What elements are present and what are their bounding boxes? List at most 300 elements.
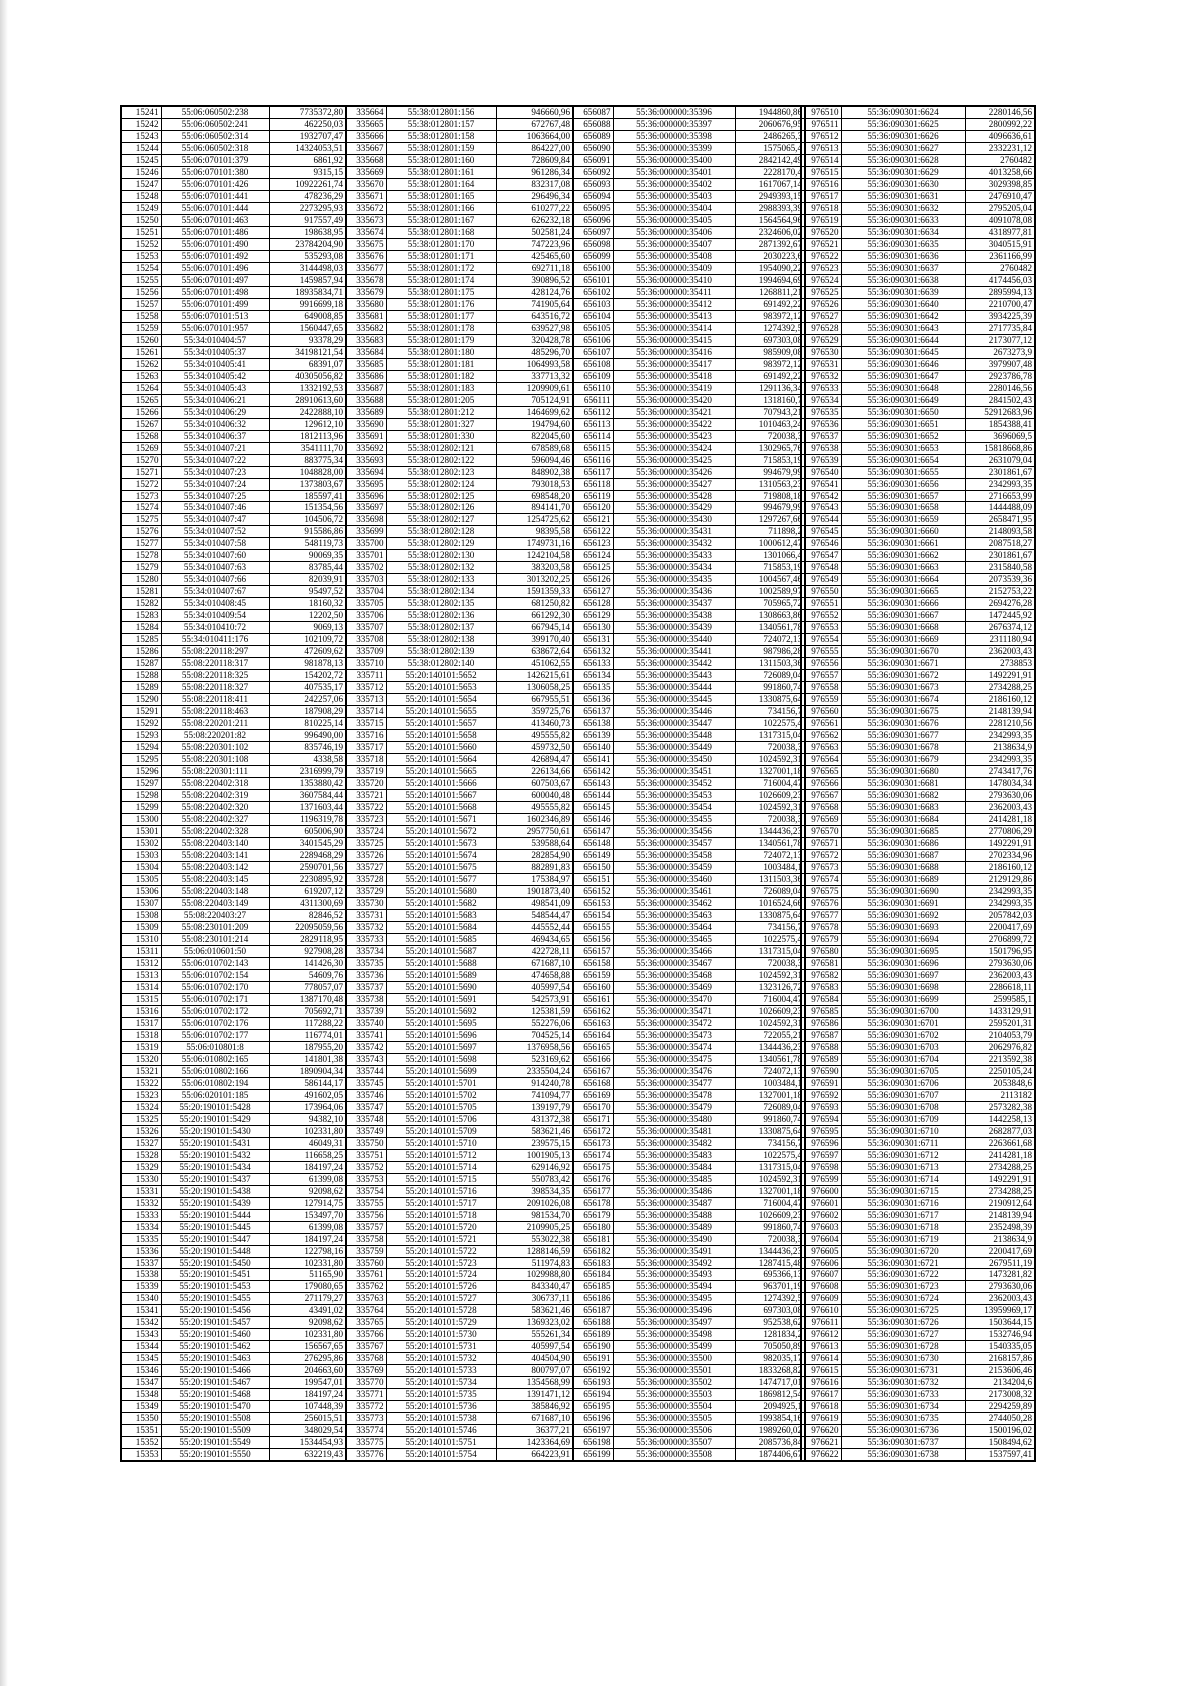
- row-number: 15348: [121, 1389, 161, 1401]
- row-number: 656093: [573, 178, 613, 190]
- cadastral-value: 3934225,39: [965, 310, 1035, 322]
- cadastral-value: 1332192,53: [269, 382, 346, 394]
- row-number: 335701: [346, 550, 386, 562]
- table-row: [121, 1233, 346, 1245]
- table-row: [573, 550, 805, 562]
- cadastral-value: 107448,39: [269, 1401, 346, 1413]
- table-row: [121, 190, 346, 202]
- table-row: [346, 1185, 573, 1197]
- row-number: 15294: [121, 742, 161, 754]
- cadastral-number: 55:36:090301:6737: [841, 1437, 965, 1449]
- row-number: 15277: [121, 538, 161, 550]
- cadastral-number: 55:34:010407:23: [161, 466, 269, 478]
- cadastral-value: 991860,74: [735, 682, 805, 694]
- row-number: 976511: [801, 118, 841, 130]
- cadastral-number: 55:20:140101:5696: [386, 1029, 496, 1041]
- cadastral-value: 296496,34: [496, 190, 573, 202]
- cadastral-value: 2595201,31: [965, 1017, 1035, 1029]
- row-number: 15249: [121, 202, 161, 214]
- cadastral-value: 98395,58: [496, 526, 573, 538]
- table-row: [801, 202, 1035, 214]
- cadastral-number: 55:06:010801:8: [161, 1041, 269, 1053]
- cadastral-value: 2414281,18: [965, 814, 1035, 826]
- cadastral-number: 55:08:220403:142: [161, 862, 269, 874]
- cadastral-value: 2793630,06: [965, 790, 1035, 802]
- table-row: [346, 945, 573, 957]
- cadastral-number: 55:34:010405:41: [161, 358, 269, 370]
- cadastral-number: 55:20:140101:5692: [386, 1005, 496, 1017]
- cadastral-value: 704525,14: [496, 1029, 573, 1041]
- table-row: [573, 1137, 805, 1149]
- cadastral-number: 55:08:220403:148: [161, 885, 269, 897]
- cadastral-value: 2679511,19: [965, 1257, 1035, 1269]
- cadastral-value: 116774,01: [269, 1029, 346, 1041]
- row-number: 656141: [573, 754, 613, 766]
- cadastral-number: 55:36:090301:6634: [841, 226, 965, 238]
- cadastral-number: 55:20:140101:5709: [386, 1125, 496, 1137]
- table-row: [801, 1041, 1035, 1053]
- cadastral-number: 55:36:000000:35429: [613, 502, 735, 514]
- cadastral-number: 55:20:140101:5683: [386, 909, 496, 921]
- cadastral-value: 1302965,76: [735, 442, 805, 454]
- table-row: [573, 1425, 805, 1437]
- row-number: 976545: [801, 526, 841, 538]
- row-number: 976575: [801, 885, 841, 897]
- cadastral-number: 55:20:140101:5717: [386, 1197, 496, 1209]
- row-number: 976539: [801, 454, 841, 466]
- table-row: [121, 550, 346, 562]
- cadastral-value: 61399,08: [269, 1221, 346, 1233]
- cadastral-number: 55:20:140101:5673: [386, 838, 496, 850]
- table-row: [121, 574, 346, 586]
- cadastral-number: 55:38:012802:135: [386, 598, 496, 610]
- cadastral-number: 55:36:090301:6710: [841, 1125, 965, 1137]
- cadastral-value: 51165,90: [269, 1269, 346, 1281]
- cadastral-number: 55:20:140101:5701: [386, 1077, 496, 1089]
- table-row: [346, 1245, 573, 1257]
- cadastral-value: 716004,47: [735, 993, 805, 1005]
- table-row: [573, 454, 805, 466]
- table-row: [121, 634, 346, 646]
- table-row: [121, 885, 346, 897]
- row-number: 15269: [121, 442, 161, 454]
- row-number: 656142: [573, 766, 613, 778]
- cadastral-value: 927908,28: [269, 945, 346, 957]
- cadastral-number: 55:36:000000:35505: [613, 1413, 735, 1425]
- table-row: [121, 1077, 346, 1089]
- cadastral-value: 184197,24: [269, 1161, 346, 1173]
- cadastral-number: 55:36:000000:35445: [613, 694, 735, 706]
- table-row: [346, 778, 573, 790]
- row-number: 335671: [346, 190, 386, 202]
- cadastral-value: 843340,47: [496, 1281, 573, 1293]
- row-number: 656128: [573, 598, 613, 610]
- cadastral-value: 981534,70: [496, 1209, 573, 1221]
- cadastral-value: 2717735,84: [965, 322, 1035, 334]
- table-row: [121, 1425, 346, 1437]
- cadastral-number: 55:20:140101:5733: [386, 1365, 496, 1377]
- table-row: [346, 1077, 573, 1089]
- cadastral-value: 2422888,10: [269, 406, 346, 418]
- row-number: 656156: [573, 933, 613, 945]
- cadastral-value: 478236,29: [269, 190, 346, 202]
- table-row: [573, 322, 805, 334]
- cadastral-number: 55:36:090301:6660: [841, 526, 965, 538]
- cadastral-value: 548119,73: [269, 538, 346, 550]
- table-row: [346, 106, 573, 118]
- table-row: [121, 1389, 346, 1401]
- table-row: [346, 1053, 573, 1065]
- cadastral-number: 55:20:140101:5685: [386, 933, 496, 945]
- cadastral-number: 55:36:090301:6664: [841, 574, 965, 586]
- cadastral-value: 2087518,27: [965, 538, 1035, 550]
- cadastral-value: 1001905,13: [496, 1149, 573, 1161]
- cadastral-number: 55:36:090301:6676: [841, 718, 965, 730]
- cadastral-number: 55:06:070101:499: [161, 298, 269, 310]
- cadastral-number: 55:08:230101:209: [161, 921, 269, 933]
- cadastral-number: 55:38:012801:168: [386, 226, 496, 238]
- table-row: [346, 298, 573, 310]
- table-row: [346, 550, 573, 562]
- cadastral-value: 18935834,71: [269, 286, 346, 298]
- table-row: [346, 634, 573, 646]
- cadastral-value: 1016524,66: [735, 897, 805, 909]
- cadastral-number: 55:36:000000:35422: [613, 418, 735, 430]
- row-number: 15311: [121, 945, 161, 957]
- row-number: 976598: [801, 1161, 841, 1173]
- table-row: [346, 442, 573, 454]
- cadastral-value: 4311300,69: [269, 897, 346, 909]
- cadastral-value: 1317315,04: [735, 1161, 805, 1173]
- table-row: [346, 178, 573, 190]
- cadastral-number: 55:06:070101:513: [161, 310, 269, 322]
- cadastral-value: 1024592,31: [735, 802, 805, 814]
- cadastral-value: 102331,80: [269, 1257, 346, 1269]
- row-number: 976607: [801, 1269, 841, 1281]
- table-row: [121, 1197, 346, 1209]
- row-number: 335768: [346, 1353, 386, 1365]
- cadastral-number: 55:36:000000:35441: [613, 646, 735, 658]
- cadastral-value: 2190912,64: [965, 1197, 1035, 1209]
- cadastral-number: 55:36:000000:35401: [613, 166, 735, 178]
- cadastral-value: 1024592,31: [735, 1173, 805, 1185]
- row-number: 335712: [346, 682, 386, 694]
- cadastral-value: 4096636,61: [965, 130, 1035, 142]
- table-row: [801, 766, 1035, 778]
- cadastral-number: 55:36:000000:35449: [613, 742, 735, 754]
- row-number: 656136: [573, 694, 613, 706]
- cadastral-value: 649008,85: [269, 310, 346, 322]
- row-number: 976537: [801, 430, 841, 442]
- cadastral-value: 1423364,69: [496, 1437, 573, 1449]
- table-row: [346, 1233, 573, 1245]
- table-row: [121, 142, 346, 154]
- table-row: [573, 909, 805, 921]
- row-number: 976620: [801, 1425, 841, 1437]
- cadastral-value: 2744050,28: [965, 1413, 1035, 1425]
- cadastral-number: 55:20:190101:5450: [161, 1257, 269, 1269]
- cadastral-value: 185597,41: [269, 490, 346, 502]
- cadastral-value: 1340561,78: [735, 838, 805, 850]
- row-number: 15283: [121, 610, 161, 622]
- cadastral-value: 664223,91: [496, 1449, 573, 1461]
- table-row: [801, 490, 1035, 502]
- table-row: [573, 634, 805, 646]
- cadastral-value: 1344436,23: [735, 1041, 805, 1053]
- cadastral-number: 55:34:010405:37: [161, 346, 269, 358]
- cadastral-number: 55:20:190101:5445: [161, 1221, 269, 1233]
- row-number: 335770: [346, 1377, 386, 1389]
- row-number: 656191: [573, 1353, 613, 1365]
- cadastral-value: 3013202,25: [496, 574, 573, 586]
- cadastral-number: 55:36:090301:6673: [841, 682, 965, 694]
- row-number: 976514: [801, 154, 841, 166]
- cadastral-number: 55:20:190101:5462: [161, 1341, 269, 1353]
- row-number: 656159: [573, 969, 613, 981]
- cadastral-value: 4013258,66: [965, 166, 1035, 178]
- row-number: 335706: [346, 610, 386, 622]
- table-row: [801, 142, 1035, 154]
- table-row: [121, 286, 346, 298]
- cadastral-number: 55:36:090301:6639: [841, 286, 965, 298]
- row-number: 976594: [801, 1113, 841, 1125]
- cadastral-value: 678589,68: [496, 442, 573, 454]
- cadastral-value: 2631079,04: [965, 454, 1035, 466]
- cadastral-value: 1274392,5: [735, 1293, 805, 1305]
- table-row: [573, 346, 805, 358]
- cadastral-value: 1308663,86: [735, 610, 805, 622]
- row-number: 335725: [346, 838, 386, 850]
- cadastral-value: 1024592,31: [735, 754, 805, 766]
- row-number: 15330: [121, 1173, 161, 1185]
- table-row: [346, 1257, 573, 1269]
- cadastral-number: 55:06:010702:143: [161, 957, 269, 969]
- row-number: 976536: [801, 418, 841, 430]
- cadastral-value: 13959969,17: [965, 1305, 1035, 1317]
- cadastral-value: 426894,47: [496, 754, 573, 766]
- cadastral-number: 55:20:190101:5455: [161, 1293, 269, 1305]
- row-number: 656104: [573, 310, 613, 322]
- table-row: [801, 1149, 1035, 1161]
- cadastral-number: 55:06:010702:176: [161, 1017, 269, 1029]
- cadastral-number: 55:20:140101:5716: [386, 1185, 496, 1197]
- cadastral-value: 720038,3: [735, 957, 805, 969]
- cadastral-value: 156567,65: [269, 1341, 346, 1353]
- cadastral-number: 55:20:190101:5429: [161, 1113, 269, 1125]
- cadastral-number: 55:36:090301:6730: [841, 1353, 965, 1365]
- row-number: 656099: [573, 250, 613, 262]
- table-row: [801, 214, 1035, 226]
- row-number: 15316: [121, 1005, 161, 1017]
- cadastral-number: 55:36:000000:35444: [613, 682, 735, 694]
- cadastral-number: 55:20:140101:5680: [386, 885, 496, 897]
- cadastral-value: 2230895,92: [269, 874, 346, 886]
- row-number: 335767: [346, 1341, 386, 1353]
- cadastral-value: 2362003,43: [965, 802, 1035, 814]
- cadastral-number: 55:36:090301:6708: [841, 1101, 965, 1113]
- cadastral-value: 9916699,18: [269, 298, 346, 310]
- row-number: 656112: [573, 406, 613, 418]
- cadastral-value: 2829118,95: [269, 933, 346, 945]
- cadastral-value: 716004,47: [735, 1197, 805, 1209]
- table-row: [573, 190, 805, 202]
- cadastral-value: 1003484,1: [735, 1077, 805, 1089]
- cadastral-value: 996490,00: [269, 730, 346, 742]
- row-number: 656110: [573, 382, 613, 394]
- cadastral-value: 7735372,80: [269, 106, 346, 118]
- cadastral-value: 2352498,39: [965, 1221, 1035, 1233]
- table-row: [801, 706, 1035, 718]
- cadastral-number: 55:20:190101:5508: [161, 1413, 269, 1425]
- row-number: 656087: [573, 106, 613, 118]
- cadastral-value: 716004,47: [735, 778, 805, 790]
- cadastral-number: 55:20:140101:5689: [386, 969, 496, 981]
- row-number: 656186: [573, 1293, 613, 1305]
- cadastral-value: 2590701,56: [269, 862, 346, 874]
- table-row: [121, 466, 346, 478]
- cadastral-number: 55:36:000000:35431: [613, 526, 735, 538]
- cadastral-value: 715853,19: [735, 454, 805, 466]
- row-number: 335755: [346, 1197, 386, 1209]
- cadastral-value: 1442258,13: [965, 1113, 1035, 1125]
- row-number: 15343: [121, 1329, 161, 1341]
- table-row: [573, 933, 805, 945]
- cadastral-number: 55:36:090301:6668: [841, 622, 965, 634]
- row-number: 976614: [801, 1353, 841, 1365]
- table-row: [573, 790, 805, 802]
- cadastral-value: 390896,52: [496, 274, 573, 286]
- cadastral-number: 55:38:012802:127: [386, 514, 496, 526]
- cadastral-value: 139197,79: [496, 1101, 573, 1113]
- row-number: 656184: [573, 1269, 613, 1281]
- cadastral-number: 55:38:012801:183: [386, 382, 496, 394]
- table-row: [801, 850, 1035, 862]
- cadastral-number: 55:36:090301:6661: [841, 538, 965, 550]
- table-row: [573, 166, 805, 178]
- row-number: 335704: [346, 586, 386, 598]
- row-number: 15271: [121, 466, 161, 478]
- cadastral-value: 1010463,24: [735, 418, 805, 430]
- cadastral-number: 55:06:010702:172: [161, 1005, 269, 1017]
- row-number: 656133: [573, 658, 613, 670]
- cadastral-number: 55:38:012801:181: [386, 358, 496, 370]
- cadastral-number: 55:36:090301:6671: [841, 658, 965, 670]
- cadastral-value: 1317315,04: [735, 945, 805, 957]
- cadastral-number: 55:36:090301:6727: [841, 1329, 965, 1341]
- table-row: [121, 1029, 346, 1041]
- table-row: [573, 921, 805, 933]
- table-row: [121, 454, 346, 466]
- table-row: [573, 1077, 805, 1089]
- cadastral-value: 2104053,79: [965, 1029, 1035, 1041]
- cadastral-number: 55:36:000000:35400: [613, 154, 735, 166]
- row-number: 976529: [801, 334, 841, 346]
- row-number: 976544: [801, 514, 841, 526]
- cadastral-number: 55:20:190101:5428: [161, 1101, 269, 1113]
- cadastral-value: 692711,18: [496, 262, 573, 274]
- cadastral-value: 734156,7: [735, 1137, 805, 1149]
- register-table-4: [800, 105, 1036, 1462]
- table-row: [121, 370, 346, 382]
- table-row: [346, 1389, 573, 1401]
- cadastral-value: 1318160,7: [735, 394, 805, 406]
- row-number: 335744: [346, 1065, 386, 1077]
- cadastral-number: 55:36:090301:6684: [841, 814, 965, 826]
- row-number: 15257: [121, 298, 161, 310]
- row-number: 15276: [121, 526, 161, 538]
- table-row: [801, 1029, 1035, 1041]
- cadastral-value: 2770806,29: [965, 826, 1035, 838]
- table-row: [801, 358, 1035, 370]
- table-row: [121, 202, 346, 214]
- cadastral-value: 626232,18: [496, 214, 573, 226]
- row-number: 976543: [801, 502, 841, 514]
- table-row: [801, 1077, 1035, 1089]
- cadastral-value: 2957750,61: [496, 826, 573, 838]
- cadastral-value: 1492291,91: [965, 670, 1035, 682]
- row-number: 656196: [573, 1413, 613, 1425]
- cadastral-value: 2734288,25: [965, 1161, 1035, 1173]
- row-number: 656176: [573, 1173, 613, 1185]
- cadastral-value: 600040,48: [496, 790, 573, 802]
- table-row: [121, 1401, 346, 1413]
- row-number: 976534: [801, 394, 841, 406]
- table-row: [121, 969, 346, 981]
- row-number: 976593: [801, 1101, 841, 1113]
- row-number: 976521: [801, 238, 841, 250]
- cadastral-value: 194794,60: [496, 418, 573, 430]
- cadastral-number: 55:36:000000:35452: [613, 778, 735, 790]
- cadastral-value: 242257,06: [269, 694, 346, 706]
- table-row: [346, 610, 573, 622]
- cadastral-value: 1003484,1: [735, 862, 805, 874]
- row-number: 335732: [346, 921, 386, 933]
- table-row: [346, 921, 573, 933]
- cadastral-value: 981878,13: [269, 658, 346, 670]
- table-row: [801, 574, 1035, 586]
- cadastral-number: 55:36:090301:6724: [841, 1293, 965, 1305]
- cadastral-number: 55:36:000000:35433: [613, 550, 735, 562]
- cadastral-number: 55:36:000000:35440: [613, 634, 735, 646]
- cadastral-number: 55:36:000000:35507: [613, 1437, 735, 1449]
- cadastral-value: 991860,74: [735, 1113, 805, 1125]
- cadastral-value: 184197,24: [269, 1233, 346, 1245]
- table-row: [801, 1437, 1035, 1449]
- row-number: 976527: [801, 310, 841, 322]
- table-row: [801, 1257, 1035, 1269]
- row-number: 656140: [573, 742, 613, 754]
- cadastral-value: 404504,90: [496, 1353, 573, 1365]
- table-row: [121, 1293, 346, 1305]
- table-row: [573, 1413, 805, 1425]
- cadastral-number: 55:36:000000:35492: [613, 1257, 735, 1269]
- cadastral-value: 1281834,2: [735, 1329, 805, 1341]
- table-row: [121, 1377, 346, 1389]
- cadastral-number: 55:36:090301:6648: [841, 382, 965, 394]
- row-number: 15310: [121, 933, 161, 945]
- row-number: 15341: [121, 1305, 161, 1317]
- row-number: 976535: [801, 406, 841, 418]
- cadastral-number: 55:08:220118:411: [161, 694, 269, 706]
- cadastral-value: 741905,64: [496, 298, 573, 310]
- cadastral-value: 9069,13: [269, 622, 346, 634]
- cadastral-value: 1311503,36: [735, 658, 805, 670]
- table-row: [121, 730, 346, 742]
- register-table-3: [572, 105, 806, 1462]
- table-row: [346, 1437, 573, 1449]
- row-number: 656195: [573, 1401, 613, 1413]
- table-row: [121, 802, 346, 814]
